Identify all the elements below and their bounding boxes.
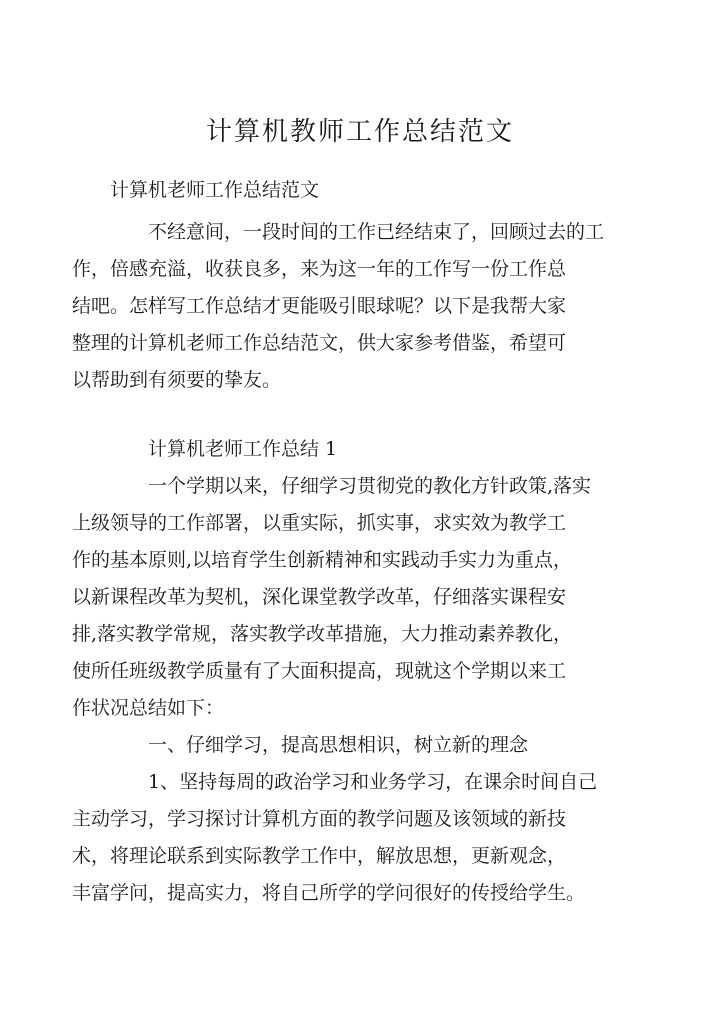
text-line: 以帮助到有须要的挚友。	[72, 369, 282, 391]
document-subtitle: 计算机老师工作总结范文	[110, 179, 320, 201]
text-line: 1、坚持每周的政治学习和业务学习，在课余时间自己	[148, 771, 598, 793]
text-line: 使所任班级教学质量有了大面积提高，现就这个学期以来工	[72, 660, 567, 682]
intro-paragraph	[72, 214, 620, 399]
text-line: 以新课程改革为契机，深化课堂教学改革，仔细落实课程安	[72, 586, 567, 608]
text-line: 作状况总结如下：	[72, 697, 225, 719]
section-paragraph	[72, 468, 620, 727]
text-line: 不经意间，一段时间的工作已经结束了，回顾过去的工	[148, 221, 605, 243]
text-line: 排,落实教学常规，落实教学改革措施，大力推动素养教化，	[72, 623, 573, 645]
text-line: 丰富学问，提高实力，将自己所学的学问很好的传授给学生。	[72, 882, 586, 904]
text-line: 术，将理论联系到实际教学工作中，解放思想，更新观念，	[72, 845, 567, 867]
section-heading: 计算机老师工作总结 1	[148, 438, 338, 460]
document-body	[72, 172, 620, 912]
point-paragraph	[72, 764, 620, 912]
text-line: 一个学期以来，仔细学习贯彻党的教化方针政策,落实	[148, 475, 592, 497]
text-line: 结吧。怎样写工作总结才更能吸引眼球呢？以下是我帮大家	[72, 295, 567, 317]
text-line: 主动学习，学习探讨计算机方面的教学问题及该领域的新技	[72, 808, 567, 830]
document-title: 计算机教师工作总结范文	[205, 117, 514, 147]
text-line: 一、仔细学习，提高思想相识，树立新的理念	[148, 734, 529, 756]
text-line: 上级领导的工作部署，以重实际，抓实事，求实效为教学工	[72, 512, 567, 534]
text-line: 整理的计算机老师工作总结范文，供大家参考借鉴，希望可	[72, 332, 567, 354]
point-heading	[110, 727, 620, 764]
text-line: 作，倍感充溢，收获良多，来为这一年的工作写一份工作总	[72, 258, 567, 280]
text-line: 作的基本原则,以培育学生创新精神和实践动手实力为重点，	[72, 549, 573, 571]
